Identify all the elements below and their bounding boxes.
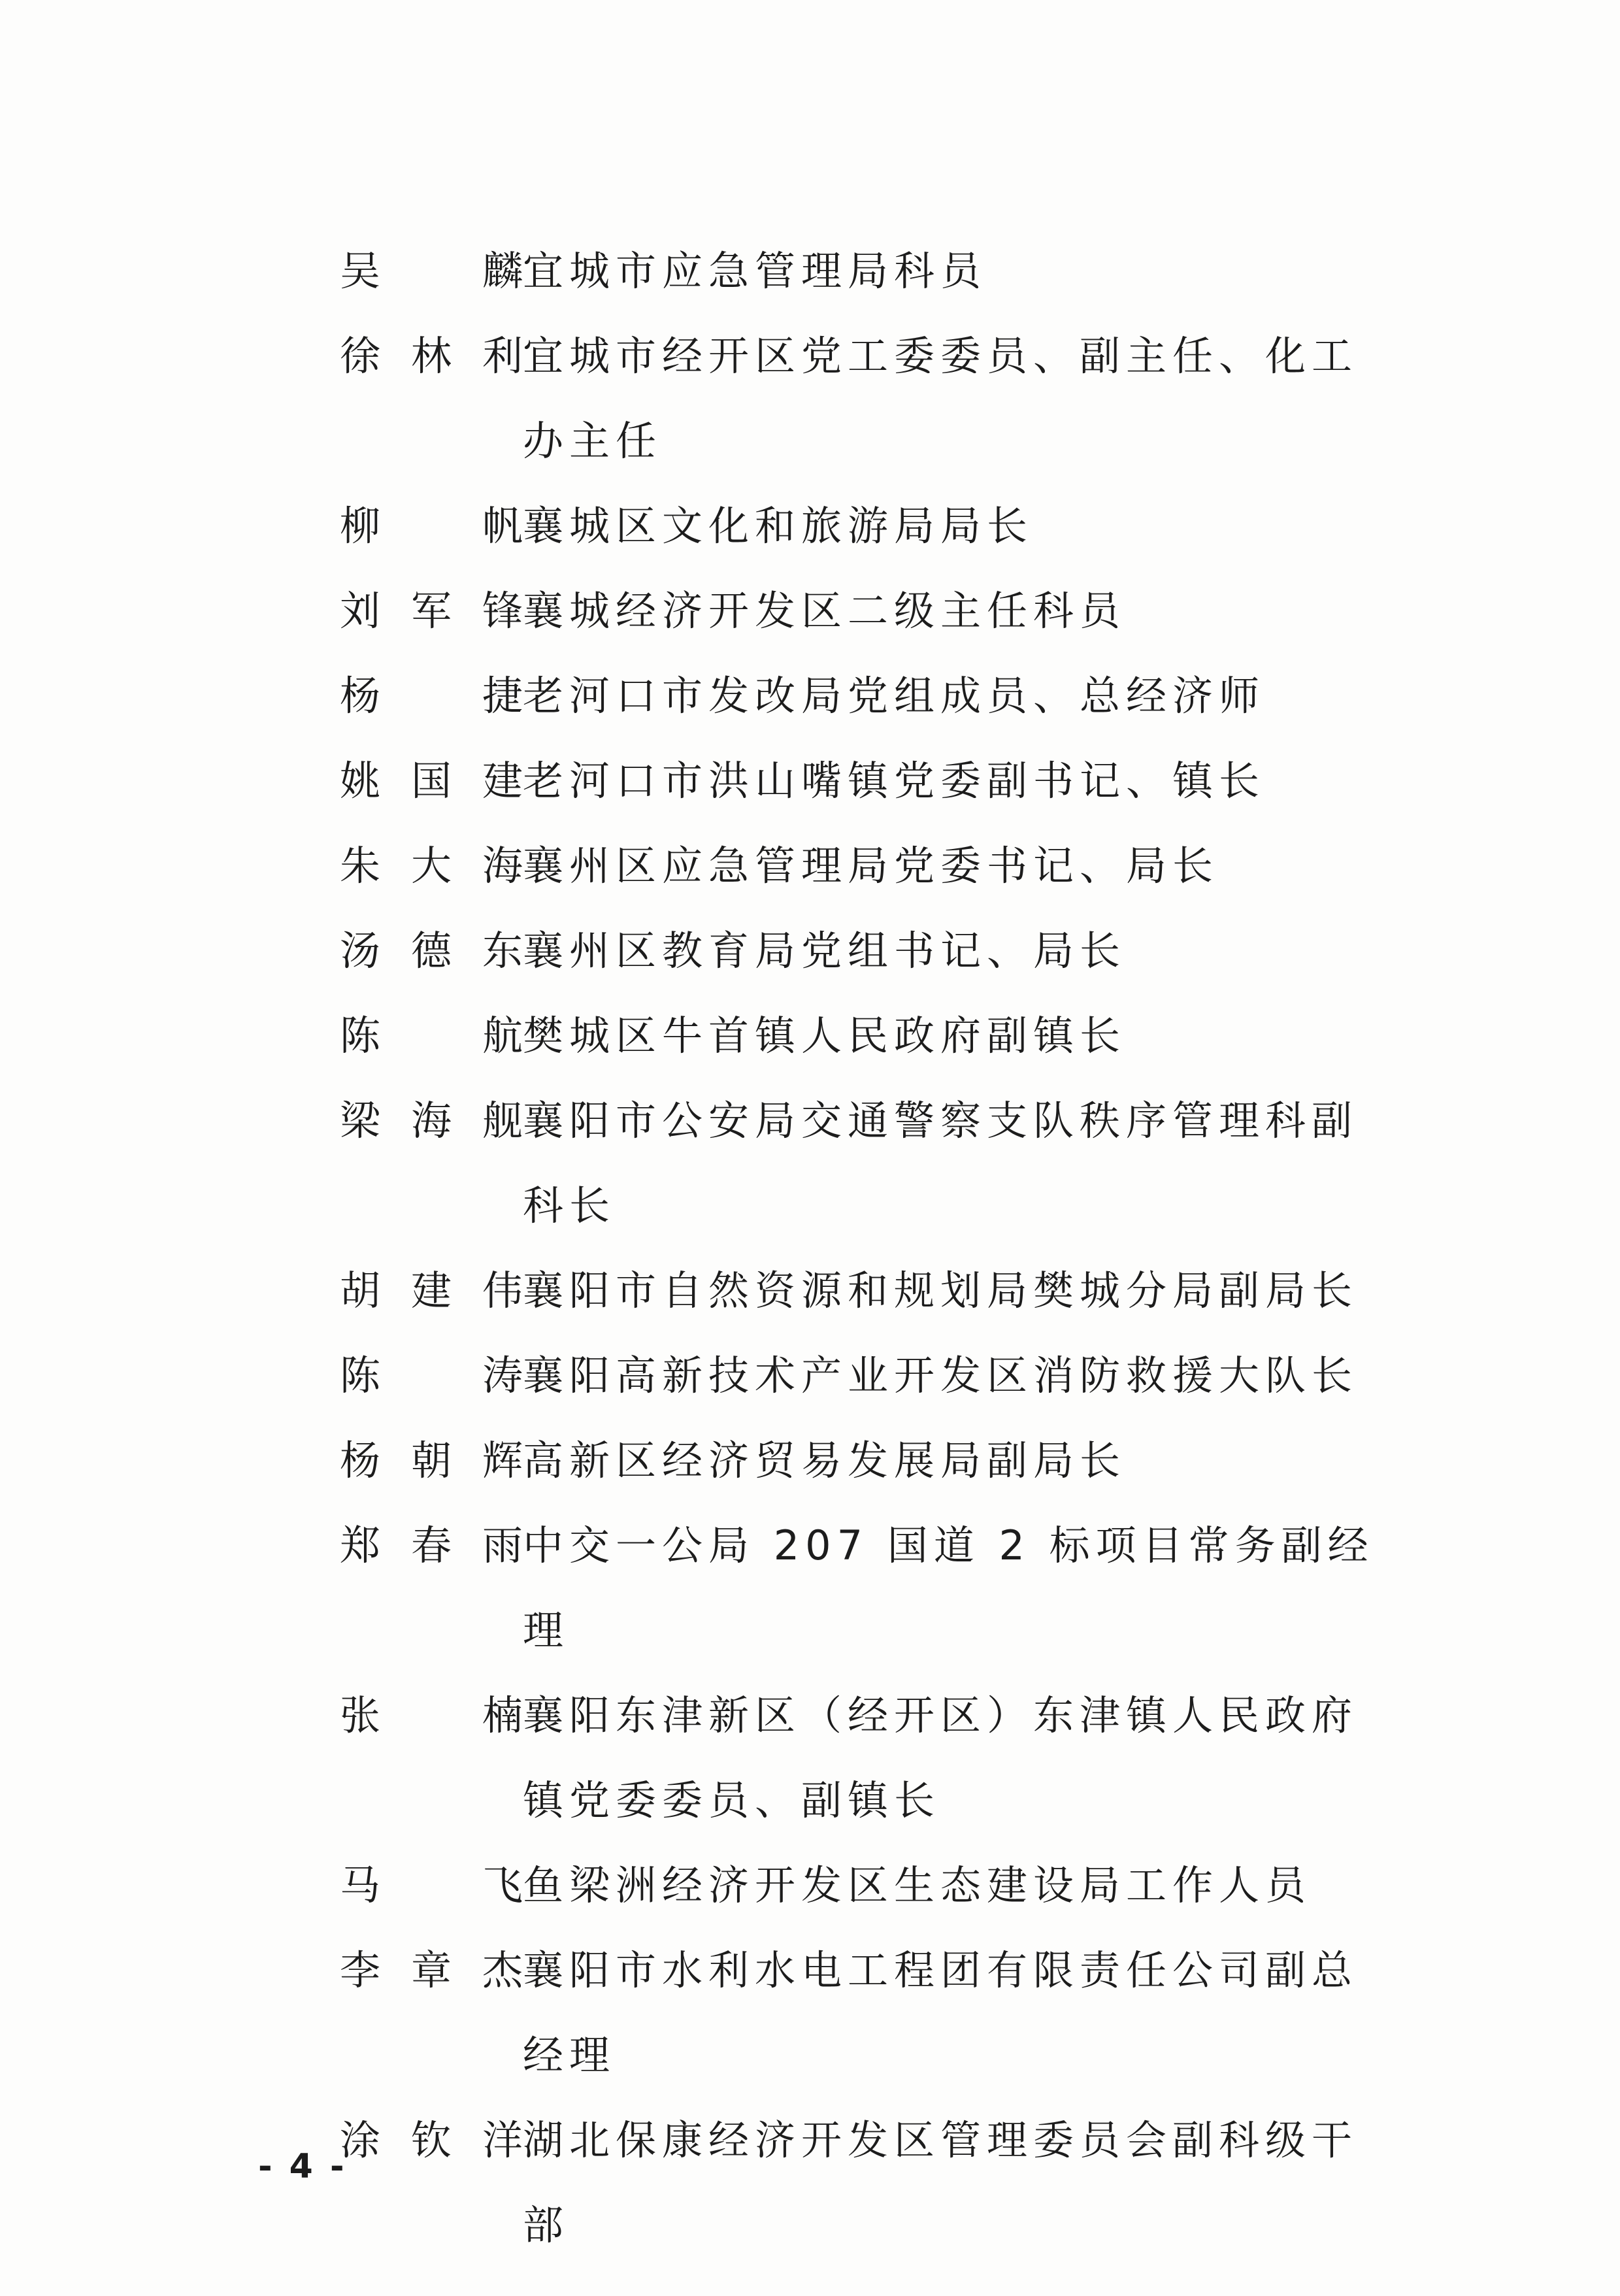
person-name: 汤德东 <box>340 927 523 974</box>
person-title: 襄阳高新技术产业开发区消防救援大队长 <box>523 1352 1359 1399</box>
list-item <box>340 1928 1398 2098</box>
list-item <box>340 1503 1398 1673</box>
person-title: 襄阳东津新区（经开区）东津镇人民政府镇党委委员、副镇长 <box>523 1691 1359 1824</box>
list-item <box>340 908 1398 993</box>
person-title: 鱼梁洲经济开发区生态建设局工作人员 <box>523 1861 1312 1909</box>
person-name: 徐林利 <box>340 332 523 380</box>
list-item <box>340 1843 1398 1928</box>
person-title: 襄州区应急管理局党委书记、局长 <box>523 842 1219 890</box>
list-item <box>340 229 1398 314</box>
list-item <box>340 824 1398 908</box>
person-name: 杨 捷 <box>340 672 523 720</box>
person-title: 中交一公局 207 国道 2 标项目常务副经理 <box>523 1522 1374 1654</box>
list-item <box>340 654 1398 739</box>
person-name: 杨朝辉 <box>340 1437 523 1484</box>
list-item <box>340 1418 1398 1503</box>
person-title: 宜城市经开区党工委委员、副主任、化工办主任 <box>523 332 1359 465</box>
person-name: 李章杰 <box>340 1946 523 1994</box>
roster-list <box>340 229 1398 2268</box>
person-name: 陈 航 <box>340 1012 523 1059</box>
person-title: 高新区经济贸易发展局副局长 <box>523 1437 1127 1484</box>
person-name: 马 飞 <box>340 1861 523 1909</box>
person-title: 宜城市应急管理局科员 <box>523 247 987 295</box>
person-name: 胡建伟 <box>340 1267 523 1314</box>
list-item <box>340 1333 1398 1418</box>
person-name: 梁海舰 <box>340 1097 523 1144</box>
person-title: 襄城经济开发区二级主任科员 <box>523 587 1127 635</box>
person-title: 襄阳市水利水电工程团有限责任公司副总经理 <box>523 1946 1359 2079</box>
person-name: 刘军锋 <box>340 587 523 635</box>
person-name: 柳 帆 <box>340 502 523 550</box>
person-title: 襄阳市公安局交通警察支队秩序管理科副科长 <box>523 1097 1359 1229</box>
list-item <box>340 2098 1398 2268</box>
person-name: 朱大海 <box>340 842 523 890</box>
person-title: 老河口市洪山嘴镇党委副书记、镇长 <box>523 757 1266 805</box>
list-item <box>340 484 1398 569</box>
person-title: 湖北保康经济开发区管理委员会副科级干部 <box>523 2116 1359 2249</box>
person-title: 樊城区牛首镇人民政府副镇长 <box>523 1012 1127 1059</box>
person-title: 老河口市发改局党组成员、总经济师 <box>523 672 1266 720</box>
person-name: 吴 麟 <box>340 247 523 295</box>
person-title: 襄州区教育局党组书记、局长 <box>523 927 1127 974</box>
list-item <box>340 739 1398 824</box>
person-name: 郑春雨 <box>340 1522 523 1569</box>
person-name: 姚国建 <box>340 757 523 805</box>
person-title: 襄阳市自然资源和规划局樊城分局副局长 <box>523 1267 1359 1314</box>
list-item <box>340 1078 1398 1248</box>
page-number: - 4 - <box>258 2147 347 2186</box>
list-item <box>340 1248 1398 1333</box>
person-name: 涂钦洋 <box>340 2116 523 2164</box>
person-name: 陈 涛 <box>340 1352 523 1399</box>
list-item <box>340 569 1398 654</box>
list-item <box>340 314 1398 484</box>
person-name: 张 楠 <box>340 1691 523 1739</box>
person-title: 襄城区文化和旅游局局长 <box>523 502 1034 550</box>
list-item <box>340 1673 1398 1843</box>
list-item <box>340 993 1398 1078</box>
